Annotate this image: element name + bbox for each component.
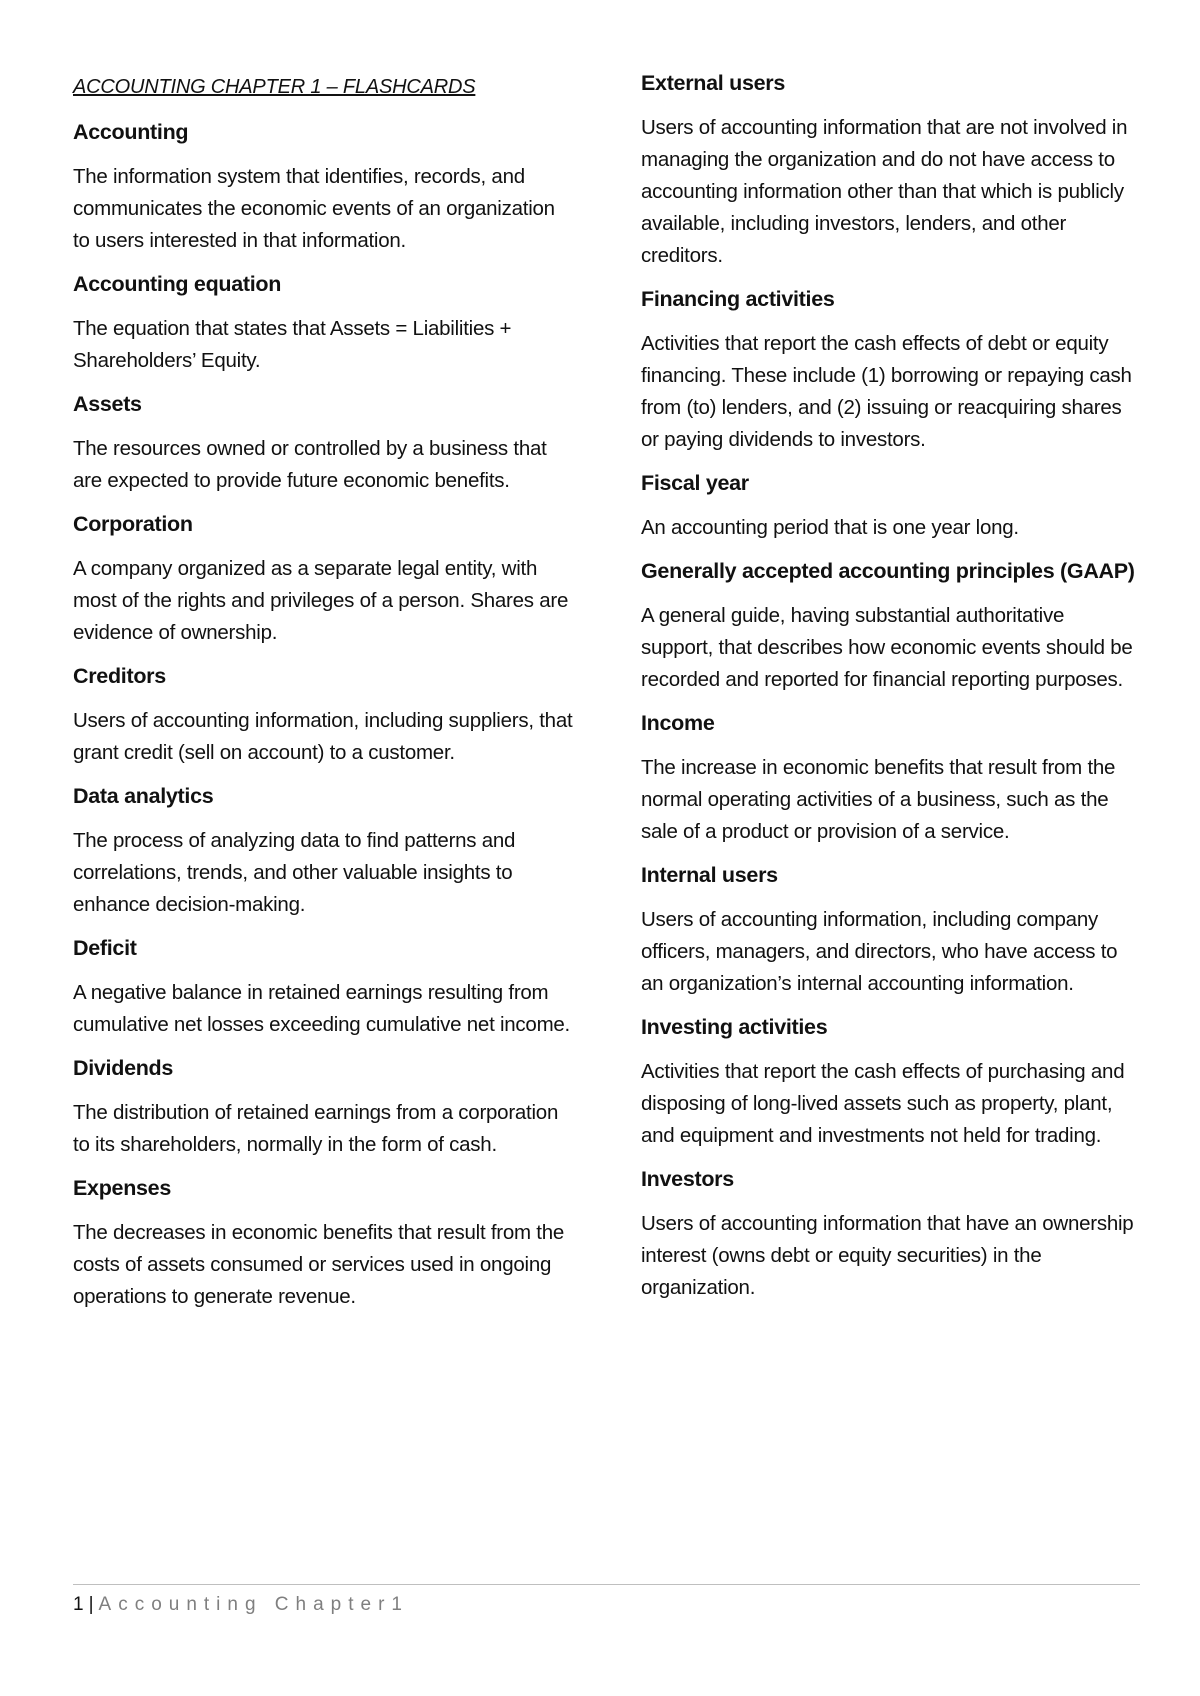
flashcard-entry: [73, 271, 573, 377]
flashcard-term: Investors: [641, 1167, 734, 1191]
flashcard-entry: [641, 286, 1141, 456]
flashcard-definition: The resources owned or controlled by a business that are expected to provide future economic benefits.: [73, 437, 547, 492]
flashcard-entry: [641, 1166, 1141, 1304]
flashcard-term: Internal users: [641, 863, 778, 887]
flashcard-entry: [73, 119, 573, 257]
flashcard-entry: [641, 862, 1141, 1000]
flashcard-entry: [73, 1175, 573, 1313]
flashcard-term: Accounting: [73, 120, 189, 144]
flashcard-term: Creditors: [73, 664, 166, 688]
flashcard-term: Dividends: [73, 1056, 174, 1080]
flashcard-term: External users: [641, 71, 785, 95]
flashcard-entry: [73, 511, 573, 649]
flashcard-definition: Users of accounting information that are not involved in managing the organization and do not have access to accounting information other than that which is publicly available, including investors, lenders, and other creditors.: [641, 116, 1128, 267]
flashcard-entry: [641, 710, 1141, 848]
flashcard-term: Income: [641, 711, 715, 735]
flashcard-definition: An accounting period that is one year long.: [641, 516, 1019, 539]
flashcard-definition: The equation that states that Assets = Liabilities + Shareholders’ Equity.: [73, 317, 512, 372]
footer-divider: [73, 1584, 1140, 1585]
flashcard-term: Generally accepted accounting principles (GAAP): [641, 559, 1135, 583]
flashcard-definition: A company organized as a separate legal entity, with most of the rights and privileges of a person. Shares are evidence of ownership.: [73, 557, 569, 644]
right-column: [641, 70, 1141, 1318]
document-title: ACCOUNTING CHAPTER 1 – FLASHCARDS: [73, 76, 476, 98]
flashcard-entry: [641, 1014, 1141, 1152]
flashcard-entry: [73, 935, 573, 1041]
flashcard-entry: [73, 663, 573, 769]
flashcard-definition: Activities that report the cash effects of purchasing and disposing of long-lived assets such as property, plant, and equipment and investments not held for trading.: [641, 1060, 1125, 1147]
left-column: [73, 70, 573, 1327]
page-footer: [73, 1594, 409, 1616]
flashcard-term: Assets: [73, 392, 142, 416]
flashcard-definition: The decreases in economic benefits that result from the costs of assets consumed or services used in ongoing operations to generate revenue.: [73, 1221, 565, 1308]
flashcard-term: Deficit: [73, 936, 137, 960]
flashcard-definition: A negative balance in retained earnings resulting from cumulative net losses exceeding cumulative net income.: [73, 981, 570, 1036]
page-number: 1: [73, 1594, 84, 1615]
flashcard-term: Data analytics: [73, 784, 214, 808]
flashcard-definition: Users of accounting information that have an ownership interest (owns debt or equity securities) in the organization.: [641, 1212, 1134, 1299]
flashcard-term: Investing activities: [641, 1015, 828, 1039]
running-title: Accounting Chapter1: [98, 1594, 409, 1615]
flashcard-term: Financing activities: [641, 287, 835, 311]
flashcard-term: Corporation: [73, 512, 193, 536]
flashcard-definition: Activities that report the cash effects of debt or equity financing. These include (1) borrowing or repaying cash from (to) lenders, and (2) issuing or reacquiring shares or paying dividends to investors.: [641, 332, 1132, 451]
flashcard-definition: The distribution of retained earnings from a corporation to its shareholders, normally in the form of cash.: [73, 1101, 559, 1156]
flashcard-entry: [73, 1055, 573, 1161]
right-entries: [641, 70, 1141, 1304]
flashcard-definition: Users of accounting information, including company officers, managers, and directors, who have access to an organization’s internal accounting information.: [641, 908, 1118, 995]
flashcard-definition: A general guide, having substantial authoritative support, that describes how economic events should be recorded and reported for financial reporting purposes.: [641, 604, 1133, 691]
flashcard-entry: [641, 558, 1141, 696]
flashcard-entry: [73, 391, 573, 497]
flashcard-term: Fiscal year: [641, 471, 749, 495]
left-entries: [73, 119, 573, 1313]
flashcard-entry: [73, 783, 573, 921]
flashcard-definition: The increase in economic benefits that result from the normal operating activities of a business, such as the sale of a product or provision of a service.: [641, 756, 1116, 843]
flashcard-definition: Users of accounting information, including suppliers, that grant credit (sell on account) to a customer.: [73, 709, 573, 764]
flashcard-entry: [641, 70, 1141, 272]
flashcard-term: Accounting equation: [73, 272, 282, 296]
flashcard-term: Expenses: [73, 1176, 171, 1200]
flashcard-entry: [641, 470, 1141, 544]
footer-separator: |: [88, 1594, 94, 1615]
flashcard-definition: The information system that identifies, records, and communicates the economic events of an organization to users interested in that information.: [73, 165, 555, 252]
flashcard-definition: The process of analyzing data to find patterns and correlations, trends, and other valuable insights to enhance decision-making.: [73, 829, 516, 916]
